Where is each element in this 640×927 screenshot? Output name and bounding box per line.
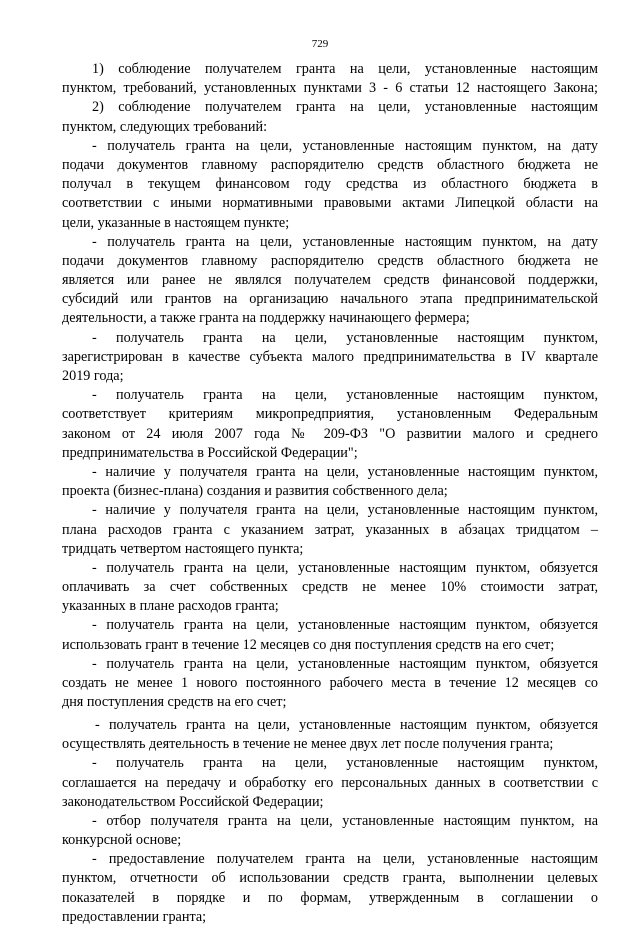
text-line: - получатель гранта на цели, установленные настоящим пунктом, на дату	[92, 137, 598, 154]
text-line: использовать грант в течение 12 месяцев со дня поступления средств на его счет;	[62, 636, 555, 653]
text-line: 2019 года;	[62, 368, 124, 384]
text-line: - наличие у получателя гранта на цели, установленные настоящим пунктом,	[92, 463, 598, 480]
text-line: предпринимательства в Российской Федерации";	[62, 444, 358, 461]
text-line: пунктом, требований, установленных пунктами 3 - 6 статьи 12 настоящего Закона;	[62, 80, 598, 97]
text-line: предоставлении гранта;	[62, 908, 207, 925]
text-line: подачи документов главному распорядителю средств областного бюджета не	[62, 252, 598, 269]
text-line: указанных в плане расходов гранта;	[62, 598, 279, 615]
text-line: - получатель гранта на цели, установленные настоящим пунктом,	[92, 329, 598, 346]
text-line: законом от 24 июля 2007 года № 209-ФЗ "О развитии малого и среднего	[62, 425, 598, 442]
text-line: является или ранее не являлся получателем средств финансовой поддержки,	[62, 272, 598, 289]
text-line: оплачивать за счет собственных средств не менее 10% стоимости затрат,	[62, 579, 598, 596]
text-line: конкурсной основе;	[62, 832, 182, 849]
text-line: 1) соблюдение получателем гранта на цели, установленные настоящим	[92, 61, 598, 77]
document-body	[62, 60, 598, 927]
text-line: - наличие у получателя гранта на цели, установленные настоящим пунктом,	[92, 502, 598, 519]
text-line: соответствует критериям микропредприятия, установленным Федеральным	[62, 406, 598, 423]
text-line: субсидий или грантов на организацию начального этапа предпринимательской	[62, 291, 598, 308]
text-line: дня поступления средств на его счет;	[62, 694, 287, 711]
text-line: соглашается на передачу и обработку его персональных данных в соответствии с	[62, 774, 598, 791]
text-line: пунктом, следующих требований:	[62, 118, 268, 135]
text-line: пунктом, отчетности об использовании средств гранта, выполнении целевых	[62, 870, 598, 887]
text-line: - предоставление получателем гранта на цели, установленные настоящим	[92, 851, 598, 868]
text-line: соответствии с иными нормативными правовыми актами Липецкой области на	[62, 195, 598, 212]
text-line: осуществлять деятельность в течение не менее двух лет после получения гранта;	[62, 736, 554, 753]
text-line: получал в текущем финансовом году средства из областного бюджета в	[62, 176, 598, 193]
text-line: показателей в порядке и по формам, утвержденным в соглашении о	[62, 889, 598, 906]
text-line: - получатель гранта на цели, установленные настоящим пунктом, обязуется	[92, 559, 598, 576]
text-line: цели, указанные в настоящем пункте;	[62, 214, 290, 231]
text-line: - получатель гранта на цели, установленные настоящим пунктом, обязуется	[92, 617, 598, 634]
text-line: деятельности, а также гранта на поддержку начинающего фермера;	[62, 310, 470, 327]
text-line: - получатель гранта на цели, установленные настоящим пунктом,	[92, 387, 598, 404]
text-line: - получатель гранта на цели, установленные настоящим пунктом, на дату	[92, 233, 598, 250]
text-line: тридцать четвертом настоящего пункта;	[62, 540, 304, 557]
text-line: - отбор получателя гранта на цели, установленные настоящим пунктом, на	[92, 812, 598, 829]
text-line: законодательством Российской Федерации;	[62, 793, 324, 810]
text-line: подачи документов главному распорядителю средств областного бюджета не	[62, 156, 598, 173]
text-line: проекта (бизнес-плана) создания и развития собственного дела;	[62, 483, 448, 500]
text-line: 2) соблюдение получателем гранта на цели, установленные настоящим	[92, 99, 598, 116]
text-line: плана расходов гранта с указанием затрат, указанных в абзацах тридцатом –	[62, 521, 598, 538]
text-line: зарегистрирован в качестве субъекта малого предпринимательства в IV квартале	[62, 348, 598, 365]
text-line: - получатель гранта на цели, установленные настоящим пунктом, обязуется	[92, 655, 598, 672]
text-line: создать не менее 1 нового постоянного рабочего места в течение 12 месяцев со	[62, 675, 598, 691]
page-number: 729	[311, 38, 329, 50]
text-line: - получатель гранта на цели, установленные настоящим пунктом, обязуется	[95, 716, 598, 733]
text-line: - получатель гранта на цели, установленные настоящим пунктом,	[92, 755, 598, 772]
